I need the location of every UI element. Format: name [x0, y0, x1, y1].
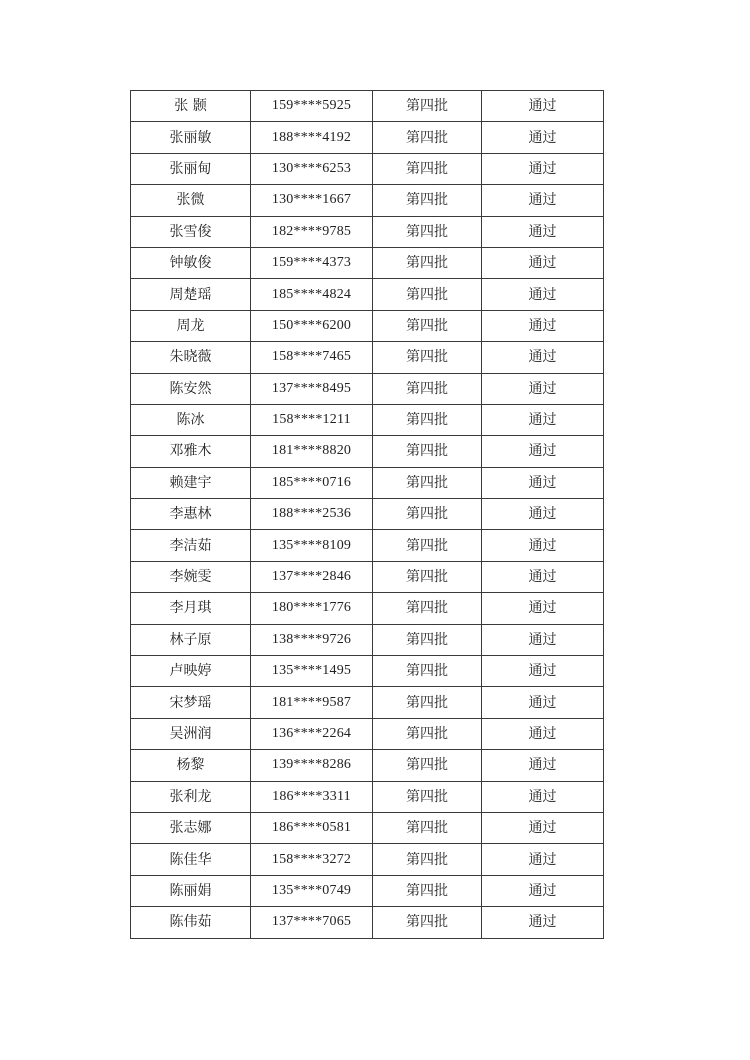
phone-cell: 159****5925 — [251, 91, 373, 122]
name-cell: 张 颢 — [131, 91, 251, 122]
status-cell: 通过 — [482, 153, 604, 184]
name-cell: 张丽敏 — [131, 122, 251, 153]
table-row — [131, 153, 604, 184]
table-row — [131, 404, 604, 435]
table-row — [131, 373, 604, 404]
status-cell: 通过 — [482, 310, 604, 341]
batch-cell: 第四批 — [373, 153, 482, 184]
batch-cell: 第四批 — [373, 844, 482, 875]
batch-cell: 第四批 — [373, 279, 482, 310]
table-row — [131, 561, 604, 592]
status-cell: 通过 — [482, 875, 604, 906]
batch-cell: 第四批 — [373, 91, 482, 122]
status-cell: 通过 — [482, 122, 604, 153]
name-cell: 邓雅木 — [131, 436, 251, 467]
phone-cell: 138****9726 — [251, 624, 373, 655]
name-cell: 陈冰 — [131, 404, 251, 435]
table-row — [131, 844, 604, 875]
phone-cell: 158****1211 — [251, 404, 373, 435]
phone-cell: 158****7465 — [251, 342, 373, 373]
batch-cell: 第四批 — [373, 436, 482, 467]
batch-cell: 第四批 — [373, 656, 482, 687]
phone-cell: 137****7065 — [251, 907, 373, 938]
status-cell: 通过 — [482, 844, 604, 875]
name-cell: 李惠林 — [131, 499, 251, 530]
roster-table-body — [131, 91, 604, 939]
name-cell: 张志娜 — [131, 812, 251, 843]
table-row — [131, 122, 604, 153]
batch-cell: 第四批 — [373, 907, 482, 938]
status-cell: 通过 — [482, 593, 604, 624]
batch-cell: 第四批 — [373, 342, 482, 373]
status-cell: 通过 — [482, 373, 604, 404]
table-row — [131, 812, 604, 843]
name-cell: 朱晓薇 — [131, 342, 251, 373]
status-cell: 通过 — [482, 656, 604, 687]
name-cell: 林子原 — [131, 624, 251, 655]
table-row — [131, 875, 604, 906]
table-row — [131, 467, 604, 498]
batch-cell: 第四批 — [373, 561, 482, 592]
batch-cell: 第四批 — [373, 247, 482, 278]
table-row — [131, 185, 604, 216]
batch-cell: 第四批 — [373, 185, 482, 216]
name-cell: 陈伟茹 — [131, 907, 251, 938]
name-cell: 张雪俊 — [131, 216, 251, 247]
table-row — [131, 530, 604, 561]
phone-cell: 135****8109 — [251, 530, 373, 561]
name-cell: 陈丽娟 — [131, 875, 251, 906]
batch-cell: 第四批 — [373, 216, 482, 247]
phone-cell: 181****9587 — [251, 687, 373, 718]
status-cell: 通过 — [482, 687, 604, 718]
table-row — [131, 718, 604, 749]
status-cell: 通过 — [482, 812, 604, 843]
batch-cell: 第四批 — [373, 499, 482, 530]
roster-table — [130, 90, 604, 939]
table-row — [131, 907, 604, 938]
phone-cell: 137****8495 — [251, 373, 373, 404]
status-cell: 通过 — [482, 499, 604, 530]
name-cell: 李月琪 — [131, 593, 251, 624]
table-row — [131, 781, 604, 812]
batch-cell: 第四批 — [373, 781, 482, 812]
phone-cell: 135****0749 — [251, 875, 373, 906]
phone-cell: 181****8820 — [251, 436, 373, 467]
table-row — [131, 216, 604, 247]
status-cell: 通过 — [482, 91, 604, 122]
table-row — [131, 91, 604, 122]
table-row — [131, 624, 604, 655]
name-cell: 陈安然 — [131, 373, 251, 404]
name-cell: 钟敏俊 — [131, 247, 251, 278]
status-cell: 通过 — [482, 247, 604, 278]
batch-cell: 第四批 — [373, 467, 482, 498]
name-cell: 宋梦瑶 — [131, 687, 251, 718]
phone-cell: 136****2264 — [251, 718, 373, 749]
batch-cell: 第四批 — [373, 530, 482, 561]
table-row — [131, 247, 604, 278]
name-cell: 李洁茹 — [131, 530, 251, 561]
batch-cell: 第四批 — [373, 875, 482, 906]
name-cell: 赖建宇 — [131, 467, 251, 498]
status-cell: 通过 — [482, 436, 604, 467]
name-cell: 陈佳华 — [131, 844, 251, 875]
phone-cell: 158****3272 — [251, 844, 373, 875]
phone-cell: 130****6253 — [251, 153, 373, 184]
table-row — [131, 499, 604, 530]
phone-cell: 137****2846 — [251, 561, 373, 592]
phone-cell: 139****8286 — [251, 750, 373, 781]
batch-cell: 第四批 — [373, 404, 482, 435]
table-row — [131, 310, 604, 341]
name-cell: 卢映婷 — [131, 656, 251, 687]
status-cell: 通过 — [482, 404, 604, 435]
table-row — [131, 279, 604, 310]
table-row — [131, 687, 604, 718]
batch-cell: 第四批 — [373, 687, 482, 718]
name-cell: 张丽甸 — [131, 153, 251, 184]
phone-cell: 186****3311 — [251, 781, 373, 812]
table-row — [131, 750, 604, 781]
status-cell: 通过 — [482, 342, 604, 373]
name-cell: 杨黎 — [131, 750, 251, 781]
batch-cell: 第四批 — [373, 718, 482, 749]
name-cell: 李婉雯 — [131, 561, 251, 592]
batch-cell: 第四批 — [373, 593, 482, 624]
table-row — [131, 656, 604, 687]
status-cell: 通过 — [482, 216, 604, 247]
phone-cell: 150****6200 — [251, 310, 373, 341]
status-cell: 通过 — [482, 530, 604, 561]
phone-cell: 180****1776 — [251, 593, 373, 624]
phone-cell: 185****4824 — [251, 279, 373, 310]
status-cell: 通过 — [482, 561, 604, 592]
status-cell: 通过 — [482, 750, 604, 781]
phone-cell: 159****4373 — [251, 247, 373, 278]
status-cell: 通过 — [482, 718, 604, 749]
phone-cell: 182****9785 — [251, 216, 373, 247]
phone-cell: 186****0581 — [251, 812, 373, 843]
status-cell: 通过 — [482, 185, 604, 216]
status-cell: 通过 — [482, 907, 604, 938]
phone-cell: 135****1495 — [251, 656, 373, 687]
batch-cell: 第四批 — [373, 373, 482, 404]
name-cell: 张利龙 — [131, 781, 251, 812]
name-cell: 周龙 — [131, 310, 251, 341]
phone-cell: 185****0716 — [251, 467, 373, 498]
batch-cell: 第四批 — [373, 812, 482, 843]
table-row — [131, 436, 604, 467]
phone-cell: 130****1667 — [251, 185, 373, 216]
status-cell: 通过 — [482, 279, 604, 310]
batch-cell: 第四批 — [373, 624, 482, 655]
status-cell: 通过 — [482, 781, 604, 812]
status-cell: 通过 — [482, 624, 604, 655]
phone-cell: 188****2536 — [251, 499, 373, 530]
batch-cell: 第四批 — [373, 122, 482, 153]
batch-cell: 第四批 — [373, 750, 482, 781]
phone-cell: 188****4192 — [251, 122, 373, 153]
batch-cell: 第四批 — [373, 310, 482, 341]
name-cell: 周楚瑶 — [131, 279, 251, 310]
status-cell: 通过 — [482, 467, 604, 498]
name-cell: 张微 — [131, 185, 251, 216]
table-row — [131, 342, 604, 373]
name-cell: 吴洲润 — [131, 718, 251, 749]
table-row — [131, 593, 604, 624]
